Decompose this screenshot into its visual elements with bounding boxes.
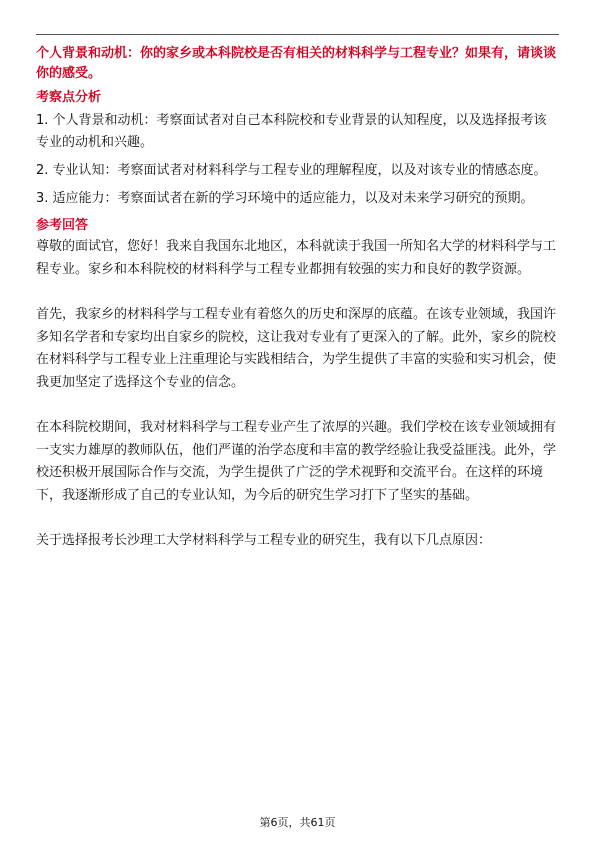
answer-paragraph: 关于选择报考长沙理工大学材料科学与工程专业的研究生，我有以下几点原因： [36,533,492,548]
analysis-heading: 考察点分析 [36,90,102,105]
question-title: 个人背景和动机：你的家乡或本科院校是否有相关的材料科学与工程专业？如果有，请谈谈你的感受。 [36,46,557,81]
page-number: 第6页，共61页 [259,816,336,829]
analysis-points [36,110,559,210]
header-rule [36,34,559,35]
answer-body [36,236,559,553]
answer-paragraph: 首先，我家乡的材料科学与工程专业有着悠久的历史和深厚的底蕴。在该专业领域，我国许多知名学者和专家均出自家乡的院校，这让我对专业有了更深入的了解。此外，家乡的院校在材料科学与工程专业上注重理论与实践相结合，为学生提供了丰富的实验和实习机会，使我更加坚定了选择这个专业的信念。 [36,307,557,390]
analysis-point: 3. 适应能力：考察面试者在新的学习环境中的适应能力，以及对未来学习研究的预期。 [36,191,534,206]
answer-paragraph: 在本科院校期间，我对材料科学与工程专业产生了浓厚的兴趣。我们学校在该专业领域拥有一支实力雄厚的教师队伍，他们严谨的治学态度和丰富的教学经验让我受益匪浅。此外，学校还积极开展国际合作与交流，为学生提供了广泛的学术视野和交流平台。在这样的环境下，我逐渐形成了自己的专业认知，为今后的研究生学习打下了坚实的基础。 [36,420,557,503]
answer-heading: 参考回答 [36,218,89,233]
analysis-point: 2. 专业认知：考察面试者对材料科学与工程专业的理解程度，以及对该专业的情感态度。 [36,163,547,178]
page-content [36,44,559,553]
analysis-point: 1. 个人背景和动机：考察面试者对自己本科院校和专业背景的认知程度，以及选择报考该专业的动机和兴趣。 [36,113,547,150]
answer-paragraph: 尊敬的面试官，您好！我来自我国东北地区，本科就读于我国一所知名大学的材料科学与工程专业。家乡和本科院校的材料科学与工程专业都拥有较强的实力和良好的教学资源。 [36,239,557,277]
